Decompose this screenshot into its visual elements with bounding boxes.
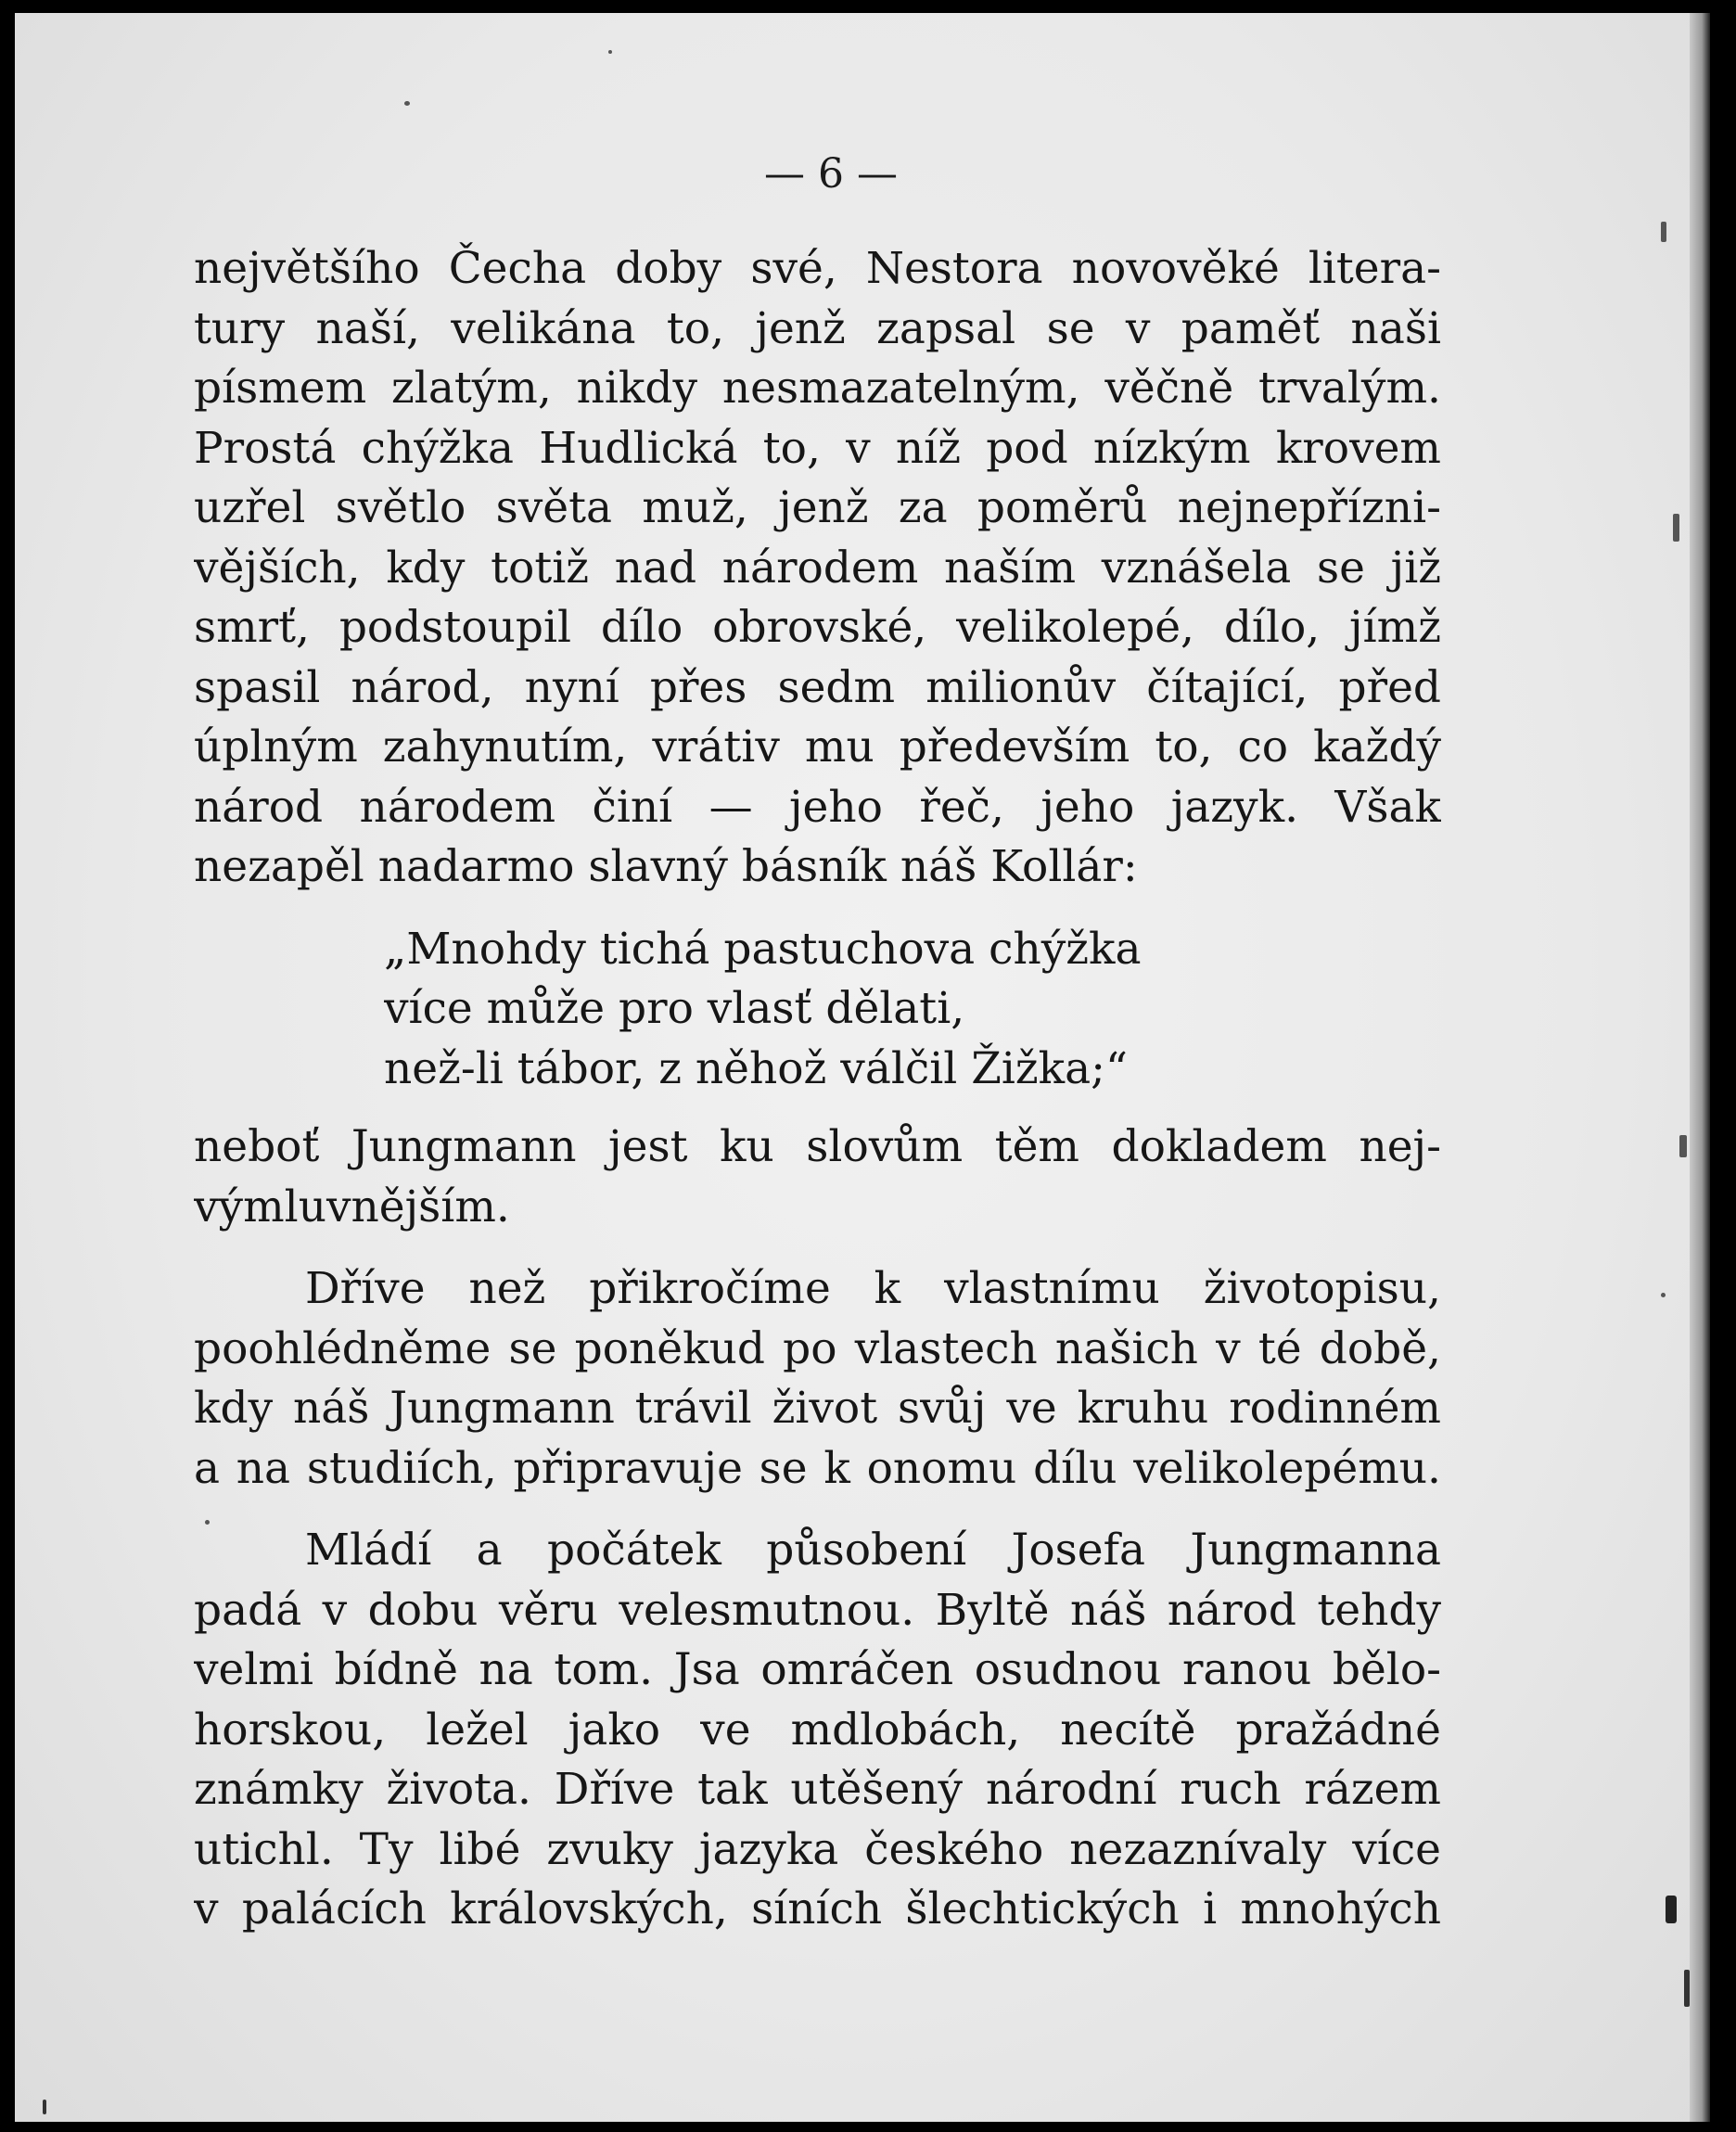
scan-speck xyxy=(1661,222,1666,242)
text-line: Prostá chýžka Hudlická to, v níž pod nízkým krovem xyxy=(194,422,1441,474)
text-line: uzřel světlo světa muž, jenž za poměrů nejnepřízni- xyxy=(194,482,1441,533)
text-line: utichl. Ty libé zvuky jazyka českého nezaznívaly více xyxy=(194,1823,1441,1875)
verse-line: více může pro vlasť dělati, xyxy=(384,983,965,1034)
text-line: národ národem činí — jeho řeč, jeho jazyk. Však xyxy=(194,781,1441,833)
page-number: — 6 — xyxy=(764,150,898,198)
text-line: kdy náš Jungmann trávil život svůj ve kruhu rodinném xyxy=(194,1383,1441,1434)
text-line: velmi bídně na tom. Jsa omráčen osudnou ranou bělo- xyxy=(194,1644,1441,1695)
paragraph-2 xyxy=(194,1259,1441,1499)
scan-speck xyxy=(1661,1293,1666,1297)
paragraph-3 xyxy=(194,1521,1441,1940)
page-edge-shadow xyxy=(1690,13,1710,2122)
text-line: smrť, podstoupil dílo obrovské, velikolepé, dílo, jímž xyxy=(194,602,1441,653)
text-line: spasil národ, nyní přes sedm milionův čítající, před xyxy=(194,661,1441,713)
verse-line: než-li tábor, z něhož válčil Žižka;“ xyxy=(384,1042,1129,1094)
paragraph-gap xyxy=(194,1499,1441,1521)
text-line: známky života. Dříve tak utěšený národní ruch rázem xyxy=(194,1764,1441,1815)
scan-speck xyxy=(1666,1896,1677,1923)
body-text xyxy=(194,239,1441,1940)
text-line: a na studiích, připravuje se k onomu dílu velikolepému. xyxy=(194,1442,1441,1494)
text-line: výmluvnějším. xyxy=(194,1181,510,1232)
text-line: Mládí a počátek působení Josefa Jungmanna xyxy=(305,1525,1441,1576)
text-line: poohlédněme se poněkud po vlastech našich v té době, xyxy=(194,1322,1441,1374)
scan-speck xyxy=(608,50,612,54)
text-line: písmem zlatým, nikdy nesmazatelným, věčně trvalým. xyxy=(194,363,1441,414)
scan-speck xyxy=(43,2100,46,2114)
text-line: největšího Čecha doby své, Nestora novověké litera- xyxy=(194,243,1441,294)
scan-speck xyxy=(205,1520,210,1525)
after-verse-text xyxy=(194,1117,1441,1237)
scan-speck xyxy=(404,101,410,106)
scan-speck xyxy=(1679,1135,1687,1157)
text-line: nezapěl nadarmo slavný básník náš Kollár: xyxy=(194,841,1138,892)
paragraph-1 xyxy=(194,239,1441,898)
text-line: vějších, kdy totiž nad národem naším vznášela se již xyxy=(194,542,1441,594)
book-page xyxy=(15,13,1710,2122)
verse-quote xyxy=(194,920,1441,1100)
text-line: tury naší, velikána to, jenž zapsal se v paměť naši xyxy=(194,302,1441,354)
text-line: padá v dobu věru velesmutnou. Byltě náš národ tehdy xyxy=(194,1584,1441,1636)
scan-speck xyxy=(1673,514,1679,542)
text-line: Dříve než přikročíme k vlastnímu životopisu, xyxy=(305,1263,1441,1314)
text-line: horskou, ležel jako ve mdlobách, necítě pražádné xyxy=(194,1704,1441,1755)
text-line: v palácích královských, síních šlechtických i mnohých xyxy=(194,1883,1441,1934)
text-line: úplným zahynutím, vrátiv mu především to, co každý xyxy=(194,721,1441,772)
verse-line: „Mnohdy tichá pastuchova chýžka xyxy=(384,923,1142,975)
text-line: neboť Jungmann jest ku slovům těm dokladem nej- xyxy=(194,1121,1441,1172)
scan-speck xyxy=(1684,1970,1690,2007)
paragraph-gap xyxy=(194,1237,1441,1259)
